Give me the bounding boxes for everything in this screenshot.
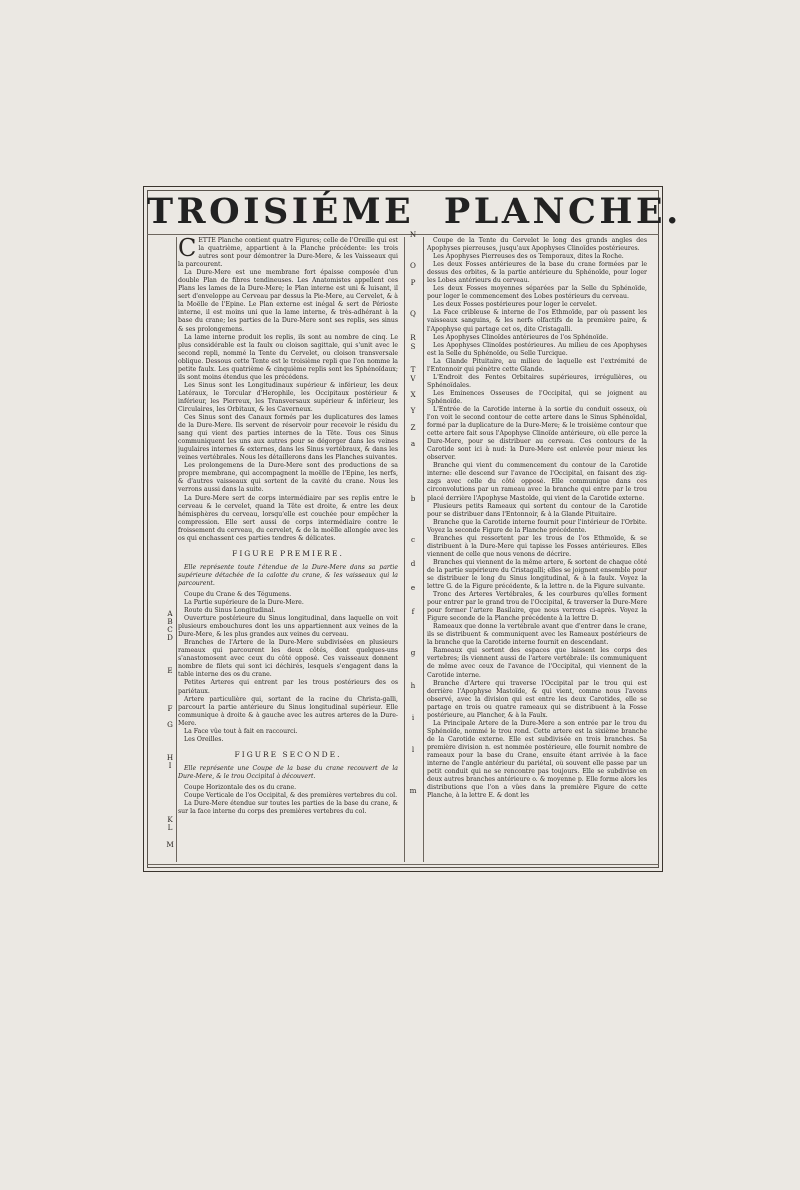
letter-label: C	[167, 625, 173, 634]
left-text-column	[178, 237, 398, 862]
letter-label: h	[410, 681, 416, 690]
legend-item: Branches de l'Artere de la Dure-Mere subdivisées en plusieurs rameaux qui parcourent les deux côtés, dont quelques-uns s'anastomosent avec ceux du côté opposé. Ces vaisseaux donnent nombre de filets qui sont ici déchirés, lesquels s'engagent dans la table interne des os du crane.	[178, 639, 398, 679]
legend-item: Les deux Fosses postérieures pour loger le cervelet.	[433, 301, 597, 309]
legend-item: Branche d'Artere qui traverse l'Occipital par le trou qui est derrière l'Apophyse Mastoïde, & qui vient, comme nous l'avons observé, avec la division qui est entre les deux Carotides, elle se partage en trois ou quatre rameaux qui se distribuent à la Fosse postérieure, au Plancher, & à la Faulx.	[427, 679, 647, 719]
legend-item: Rameaux que donne la vertébrale avant que d'entrer dans le crane, ils se distribuent & communiquent avec les Rameaux postérieurs de la branche que la Carotide interne fournit en descendant.	[427, 623, 647, 647]
letter-label: F	[167, 704, 173, 713]
letter-label: c	[410, 535, 416, 544]
right-letter-index	[407, 230, 419, 862]
letter-label: d	[410, 559, 416, 568]
legend-item: Branches qui viennent de la même artere, & sortent de chaque côté de la partie supérieure du Cristagalli; elles se joignent ensemble pour se distribuer le long du Sinus longitudinal, & à la faulx. Voyez la lettre G. de la Figure précédente, & la lettre n. de la Figure suivante.	[427, 558, 647, 591]
column-divider	[404, 237, 405, 862]
letter-label: Y	[410, 406, 416, 415]
paragraph: La Dure-Mere est une membrane fort épaisse composée d'un double Plan de fibres tendineuses. Les Anatomistes appellent ces Plans les lames de la Dure-Mere; le Plan interne est uni & luisant, il sert d'enveloppe au Cerveau par dessus la Pie-Mere, au Cervelet, & à la Moëlle de l'Epine. Le Plan externe est inégal & sert de Périoste interne, il est moins uni que la lame interne, & très-adhérant à la base du crane; les parties de la Dure-Mere sont ses replis, ses sinus & ses prolongemens.	[178, 269, 398, 333]
paragraph: La Dure-Mere sert de corps intermédiaire par ses replis entre le cerveau & le cervelet, quand la Tête est droite, & entre les deux hémisphères du cerveau, lorsqu'elle est couchée pour empêcher la compression. Elle sert aussi de corps intermédiaire contre le froissement du cerveau, du cervelet, & de la moëlle allongée avec les os qui enchassent ces parties tendres & délicates.	[178, 494, 398, 542]
legend-item: Artere particulière qui, sortant de la racine du Christa-galli, parcourt la partie antérieure du Sinus longitudinal supérieur. Elle communique à droite & à gauche avec les autres arteres de la Dure-Mere.	[178, 695, 398, 727]
legend-item: Coupe Verticale de l'os Occipital, & des premières vertebres du col.	[184, 792, 398, 800]
letter-label: E	[167, 666, 173, 675]
letter-label: L	[167, 823, 173, 832]
figure-caption: Elle représente une Coupe de la base du crane recouvert de la Dure-Mere, & le trou Occipital à découvert.	[178, 764, 398, 780]
letter-label: m	[409, 786, 417, 795]
legend-item: Branches qui ressortent par les trous de l'os Ethmoïde, & se distribuent à la Dure-Mere qui tapisse les Fosses antérieures. Elles viennent de celle que nous venons de décrire.	[427, 534, 647, 558]
legend-item: L'Entrée de la Carotide interne à la sortie du conduit osseux, où l'on voit le second contour de cette artere dans le Sinus Sphénoïdal, formé par la duplicature de la Dure-Mere; & le troisième contour que cette artere fait sous l'Apophyse Clinoïde antérieure, où elle perce la Dure-Mere, pour se distribuer au cerveau. Ces contours de la Carotide sont ici à nud: la Dure-Mere est enlevée pour mieux les observer.	[427, 405, 647, 462]
letter-label: H	[166, 753, 174, 762]
legend-item: Coupe de la Tente du Cervelet le long des grands angles des Apophyses pierreuses, jusqu'aux Apophyses Clinoïdes postérieures.	[427, 237, 647, 253]
letter-label: i	[411, 713, 415, 722]
legend-item: Les Oreilles.	[184, 735, 224, 743]
legend-item: La Glande Pituitaire, au milieu de laquelle est l'extrémité de l'Entonnoir qui pénètre cette Glande.	[427, 357, 647, 373]
legend-item: La Principale Artere de la Dure-Mere a son entrée par le trou du Sphénoïde, nommé le trou rond. Cette artere est la sixième branche de la Carotide externe. Elle est subdivisée en trois branches. Sa première division n. est nommée postérieure, elle fournit nombre de rameaux pour la base du Crane, ensuite étant arrivée à la face interne de l'angle antérieur du pariétal, où souvent elle passe par un petit conduit qui ne se rencontre pas toujours. Elle se subdivise en deux autres branches antérieure o. & moyenne p. Elle forme alors les distributions que l'on a vûes dans la première Figure de cette Planche, à la lettre E. & dont les	[427, 719, 647, 800]
legend-item: La Partie supérieure de la Dure-Mere.	[184, 599, 304, 607]
legend-item: Les Apophyses Clinoïdes postérieures. Au milieu de ces Apophyses est la Selle du Sphénoïde, ou Selle Turcique.	[427, 341, 647, 357]
page-title: TROISIÉME PLANCHE.	[147, 191, 682, 232]
letter-label: l	[411, 745, 415, 754]
left-margin-rule	[176, 237, 177, 862]
legend-item: La Dure-Mere étendue sur toutes les parties de la base du crane, & sur la face interne du corps des premières vertebres du col.	[178, 800, 398, 816]
legend-item: Branche que la Carotide interne fournit pour l'intérieur de l'Orbite. Voyez la seconde Figure de la Planche précédente.	[427, 518, 647, 534]
letter-label: Z	[410, 423, 416, 432]
letter-label: M	[166, 840, 174, 849]
letter-label: R	[410, 333, 416, 342]
right-text-column	[427, 237, 647, 862]
figure-caption: Elle représente toute l'étendue de la Dure-Mere dans sa partie supérieure détachée de la calotte du crane, & les vaisseaux qui la parcourent.	[178, 563, 398, 587]
letter-label: O	[410, 261, 416, 270]
left-letter-index	[164, 237, 176, 862]
legend-item: Les Apophyses Pierreuses des os Temporaux, dites la Roche.	[433, 253, 624, 261]
paragraph: La lame interne produit les replis, ils sont au nombre de cinq. Le plus considérable est la faulx ou cloison sagittale, qui s'unit avec le second repli, nommé la Tente du Cervelet, ou cloison transversale oblique. Dessous cette Tente est le troisième repli que l'on nomme la petite faulx. Les quatrième & cinquième replis sont les Sphénoïdaux; ils sont moins étendus que les précédens.	[178, 333, 398, 381]
letter-label: f	[411, 607, 415, 616]
drop-cap: C	[178, 237, 197, 262]
letter-label: e	[410, 583, 416, 592]
paragraph: Les Sinus sont les Longitudinaux supérieur & inférieur, les deux Latéraux, le Torcular d'Herophile, les Occipitaux postérieur & inférieur, les Pierreux, les Transversaux supérieur & inférieur, les Circulaires, les Orbitaux, & les Caverneux.	[178, 381, 398, 413]
legend-item: Tronc des Arteres Vertébrales, & les courbures qu'elles forment pour entrer par le grand trou de l'Occipital, & traverser la Dure-Mere pour former l'artere Basilaire, que nous verrons ci-après. Voyez la Figure seconde de la Planche précédente à la lettre D.	[427, 591, 647, 623]
letter-label: A	[167, 609, 173, 618]
letter-label: K	[167, 815, 173, 824]
letter-label: G	[167, 720, 173, 729]
letter-label: V	[410, 374, 416, 383]
legend-item: Branche qui vient du commencement du contour de la Carotide interne: elle descend sur l'avance de l'Occipital, en faisant des zig-zags avec celle du côté opposé. Elle communique dans ces circonvolutions par un rameau avec la branche qui entre par le trou placé derrière l'Apophyse Mastoïde, qui vient de la Carotide externe.	[427, 462, 647, 502]
legend-item: Les Eminences Osseuses de l'Occipital, qui se joignent au Sphénoïde.	[427, 389, 647, 405]
legend-item: L'Endroit des Fentes Orbitaires supérieures, irrégulières, ou Sphénoïdales.	[427, 373, 647, 389]
letter-label: I	[168, 761, 172, 770]
column-divider-right	[423, 237, 424, 862]
intro-text: ETTE Planche contient quatre Figures; celle de l'Oreille qui est la quatrième, appartient à la Planche précédente: les trois autres sont pour démontrer la Dure-Mere, & les Vaisseaux qui la parcourent.	[178, 237, 398, 269]
title-rule	[147, 234, 659, 235]
intro-paragraph	[178, 237, 398, 269]
letter-label: X	[410, 390, 416, 399]
figure-heading: FIGURE SECONDE.	[234, 749, 342, 759]
letter-label: N	[409, 230, 417, 239]
legend-item: Les deux Fosses moyennes séparées par la Selle du Sphénoïde, pour loger le commencement des Lobes postérieurs du cerveau.	[427, 285, 647, 301]
bottom-rule	[147, 864, 659, 865]
letter-label: a	[410, 439, 416, 448]
legend-item: Coupe du Crane & des Tégumens.	[184, 590, 292, 598]
legend-item: La Face cribleuse & interne de l'os Ethmoïde, par où passent les vaisseaux sanguins, & les nerfs olfactifs de la première paire, & l'Apophyse qui partage cet os, dite Cristagalli.	[427, 309, 647, 333]
letter-label: Q	[410, 309, 416, 318]
letter-label: S	[410, 342, 416, 351]
legend-item: La Face vûe tout à fait en raccourci.	[184, 727, 298, 735]
paragraph: Les prolongemens de la Dure-Mere sont des productions de sa propre membrane, qui accompagnent la moëlle de l'Epine, les nerfs, & d'autres vaisseaux qui sortent de la cavité du crane. Nous les verrons aussi dans la suite.	[178, 462, 398, 494]
legend-item: Route du Sinus Longitudinal.	[184, 607, 276, 615]
paragraph: Ces Sinus sont des Canaux formés par les duplicatures des lames de la Dure-Mere. Ils servent de réservoir pour recevoir le résidu du sang qui vient des parties internes de la Tête. Tous ces Sinus communiquent les uns aux autres pour se dégorger dans les veines jugulaires internes & externes, dans les Sinus vertébraux, & dans les veines vertébrales. Nous les détaillerons dans les Planches suivantes.	[178, 414, 398, 462]
letter-label: T	[410, 365, 416, 374]
letter-label: B	[167, 617, 173, 626]
legend-item: Les Apophyses Clinoïdes antérieures de l'os Sphénoïde.	[433, 333, 609, 341]
legend-item: Ouverture postérieure du Sinus longitudinal, dans laquelle on voit plusieurs embouchures dont les uns appartiennent aux veines de la Dure-Mere, & les plus grandes aux veines du cerveau.	[178, 615, 398, 639]
legend-item: Rameaux qui sortent des espaces que laissent les corps des vertebres; ils viennent aussi de l'artere vertébrale: ils communiquent de même avec ceux de l'avance de l'Occipital, qui viennent de la Carotide interne.	[427, 647, 647, 679]
letter-label: b	[410, 494, 416, 503]
legend-item: Petites Arteres qui entrent par les trous postérieurs des os pariétaux.	[178, 679, 398, 695]
legend-item: Les deux Fosses antérieures de la base du crane formées par le dessus des orbites, & la partie antérieure du Sphénoïde, pour loger les Lobes antérieurs du cerveau.	[427, 261, 647, 285]
letter-label: D	[167, 633, 173, 642]
letter-label: g	[410, 648, 416, 657]
figure-heading: FIGURE PREMIERE.	[232, 548, 344, 558]
letter-label: P	[410, 278, 416, 287]
legend-item: Coupe Horizontale des os du crane.	[184, 784, 297, 791]
legend-item: Plusieurs petits Rameaux qui sortent du contour de la Carotide pour se distribuer dans l'Entonnoir, & à la Glande Pituitaire.	[427, 502, 647, 518]
